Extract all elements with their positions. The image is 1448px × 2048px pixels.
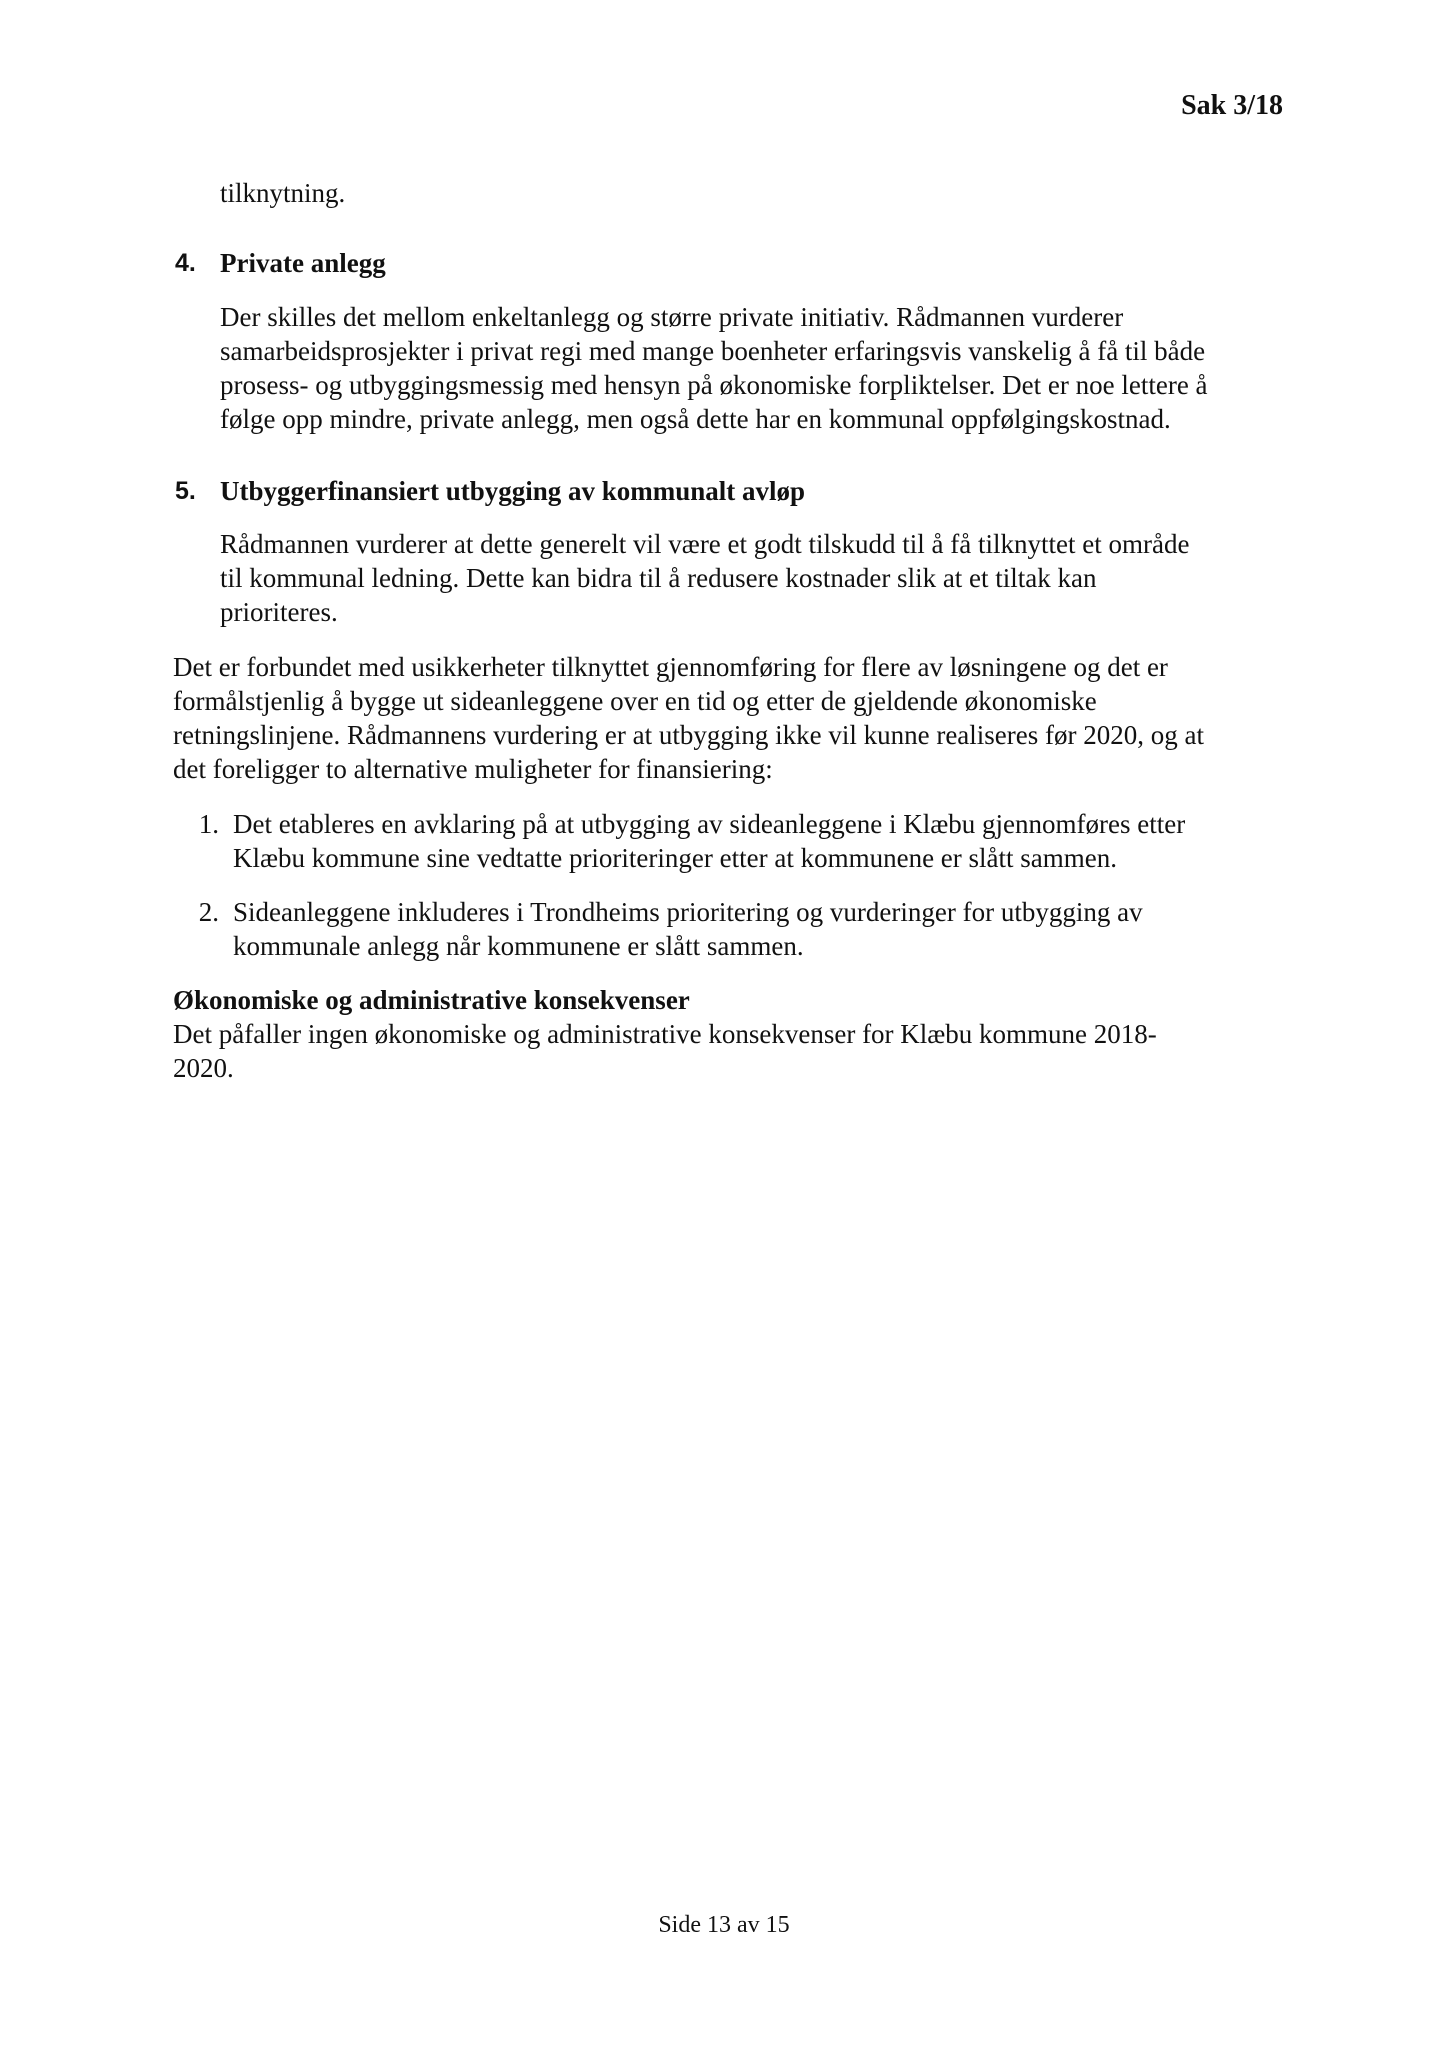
consequences-line: Det påfaller ingen økonomiske og administrative konsekvenser for Klæbu kommune 2018- [173, 1019, 1157, 1049]
section-4-number: 4. [175, 249, 196, 277]
option-1-line: Klæbu kommune sine vedtatte prioriteringer etter at kommunene er slått sammen. [233, 843, 1117, 873]
section-5-number: 5. [175, 477, 196, 505]
option-2-text [233, 895, 1233, 963]
case-reference: Sak 3/18 [1181, 90, 1283, 121]
consequences-line: 2020. [173, 1053, 234, 1083]
section-4-heading [175, 246, 386, 280]
section-4-line: samarbeidsprosjekter i privat regi med mange boenheter erfaringsvis vanskelig å få til både [220, 336, 1206, 366]
option-1-number: 1. [198, 809, 219, 839]
summary-line: retningslinjene. Rådmannens vurdering er at utbygging ikke vil kunne realiseres før 2020, og at [173, 720, 1204, 750]
continued-text: tilknytning. [220, 178, 346, 208]
section-5-line: til kommunal ledning. Dette kan bidra til å redusere kostnader slik at et tiltak kan [220, 563, 1097, 593]
summary-line: formålstjenlig å bygge ut sideanleggene over en tid og etter de gjeldende økonomiske [173, 686, 1097, 716]
summary-line: Det er forbundet med usikkerheter tilknyttet gjennomføring for flere av løsningene og det er [173, 652, 1168, 682]
option-2-number: 2. [198, 897, 219, 927]
option-1-text [233, 807, 1233, 875]
section-4-line: følge opp mindre, private anlegg, men også dette har en kommunal oppfølgingskostnad. [220, 404, 1171, 434]
section-5-paragraph [220, 527, 1290, 629]
section-5-line: Rådmannen vurderer at dette generelt vil være et godt tilskudd til å få tilknyttet et område [220, 529, 1190, 559]
option-2-line: kommunale anlegg når kommunene er slått sammen. [233, 931, 804, 961]
section-5-title: Utbyggerfinansiert utbygging av kommunalt avløp [220, 476, 806, 506]
option-list-item-2 [173, 895, 1293, 963]
section-4-paragraph [220, 300, 1290, 436]
section-5-heading [175, 474, 805, 508]
section-4-title: Private anlegg [220, 248, 386, 278]
consequences-heading: Økonomiske og administrative konsekvenser [173, 985, 690, 1015]
section-4-line: prosess- og utbyggingsmessig med hensyn på økonomiske forpliktelser. Det er noe lettere å [220, 370, 1208, 400]
option-2-line: Sideanleggene inkluderes i Trondheims prioritering og vurderinger for utbygging av [233, 897, 1143, 927]
summary-paragraph [173, 650, 1293, 786]
option-1-line: Det etableres en avklaring på at utbygging av sideanleggene i Klæbu gjennomføres etter [233, 809, 1186, 839]
option-list-item-1 [173, 807, 1293, 875]
section-5-line: prioriteres. [220, 597, 338, 627]
summary-line: det foreligger to alternative muligheter for finansiering: [173, 754, 773, 784]
consequences-paragraph [173, 1017, 1253, 1085]
section-4-line: Der skilles det mellom enkeltanlegg og større private initiativ. Rådmannen vurderer [220, 302, 1124, 332]
page-number-footer: Side 13 av 15 [658, 1912, 790, 1938]
